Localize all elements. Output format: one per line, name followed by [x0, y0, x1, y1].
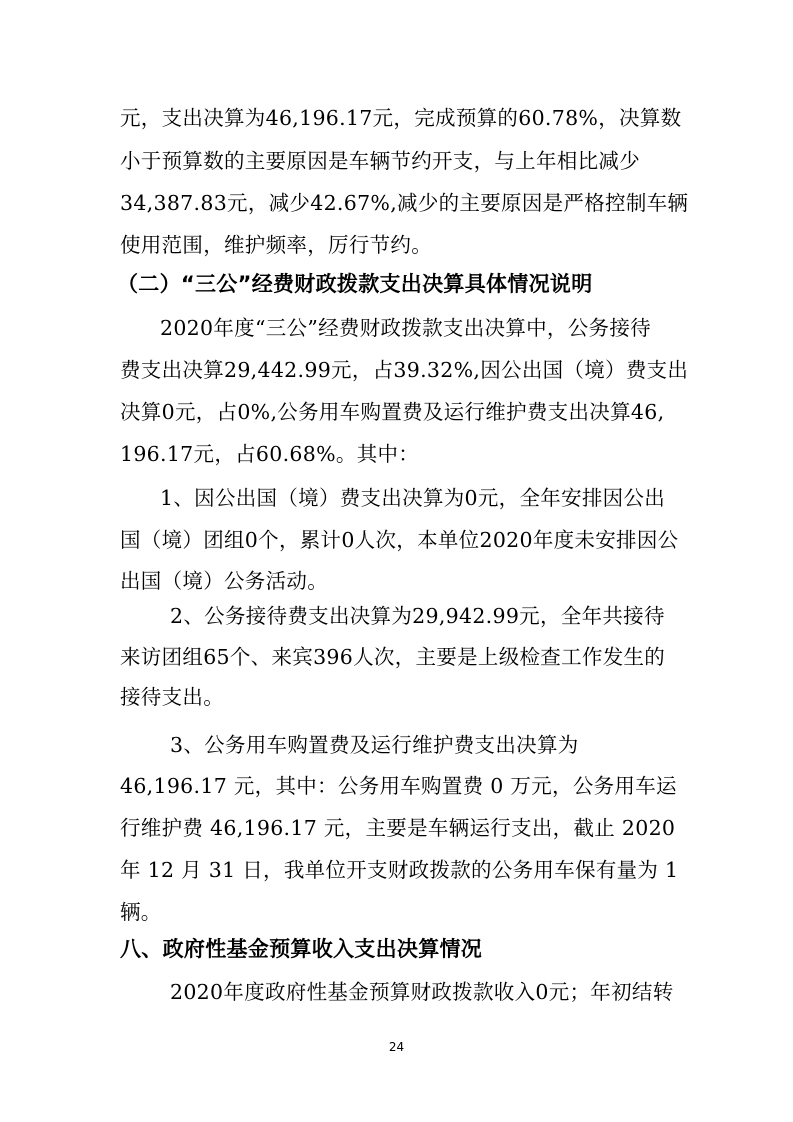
body-text-line: 使用范围，维护频率，厉行节约。 — [120, 233, 432, 257]
body-text-line: 34,387.83元，减少42.67%,减少的主要原因是严格控制车辆 — [120, 191, 689, 215]
list-item-line: 2、公务接待费支出决算为29,942.99元，全年共接待 — [170, 604, 665, 628]
list-item-line: 辆。 — [120, 900, 162, 924]
list-item-line: 来访团组65个、来宾396人次，主要是上级检查工作发生的 — [120, 645, 666, 669]
list-item-line: 3、公务用车购置费及运行维护费支出决算为 — [170, 733, 579, 757]
body-text-line: 元，支出决算为46,196.17元，完成预算的60.78%，决算数 — [120, 106, 682, 130]
body-text-line: 小于预算数的主要原因是车辆节约开支，与上年相比减少 — [120, 149, 640, 173]
list-item-line: 1、因公出国（境）费支出决算为0元，全年安排因公出 — [160, 486, 666, 510]
list-item-line: 行维护费 46,196.17 元，主要是车辆运行支出，截止 2020 — [120, 816, 676, 840]
body-text-line: 2020年度政府性基金预算财政拨款收入0元；年初结转 — [170, 980, 674, 1004]
section-heading: （二）“三公”经费财政拨款支出决算具体情况说明 — [117, 272, 593, 296]
section-heading: 八、政府性基金预算收入支出决算情况 — [120, 937, 483, 961]
page-number: 24 — [388, 1040, 405, 1054]
list-item-line: 国（境）团组0个，累计0人次，本单位2020年度未安排因公 — [120, 528, 679, 552]
list-item-line: 年 12 月 31 日，我单位开支财政拨款的公务用车保有量为 1 — [120, 858, 679, 882]
list-item-line: 46,196.17 元，其中：公务用车购置费 0 万元，公务用车运 — [120, 774, 677, 798]
body-text-line: 196.17元，占60.68%。其中： — [120, 442, 420, 466]
body-text-line: 2020年度“三公”经费财政拨款支出决算中，公务接待 — [160, 316, 651, 340]
list-item-line: 出国（境）公务活动。 — [120, 569, 328, 593]
list-item-line: 接待支出。 — [120, 685, 224, 709]
body-text-line: 费支出决算29,442.99元，占39.32%,因公出国（境）费支出 — [120, 358, 689, 382]
body-text-line: 决算0元，占0%,公务用车购置费及运行维护费支出决算46, — [120, 400, 665, 424]
